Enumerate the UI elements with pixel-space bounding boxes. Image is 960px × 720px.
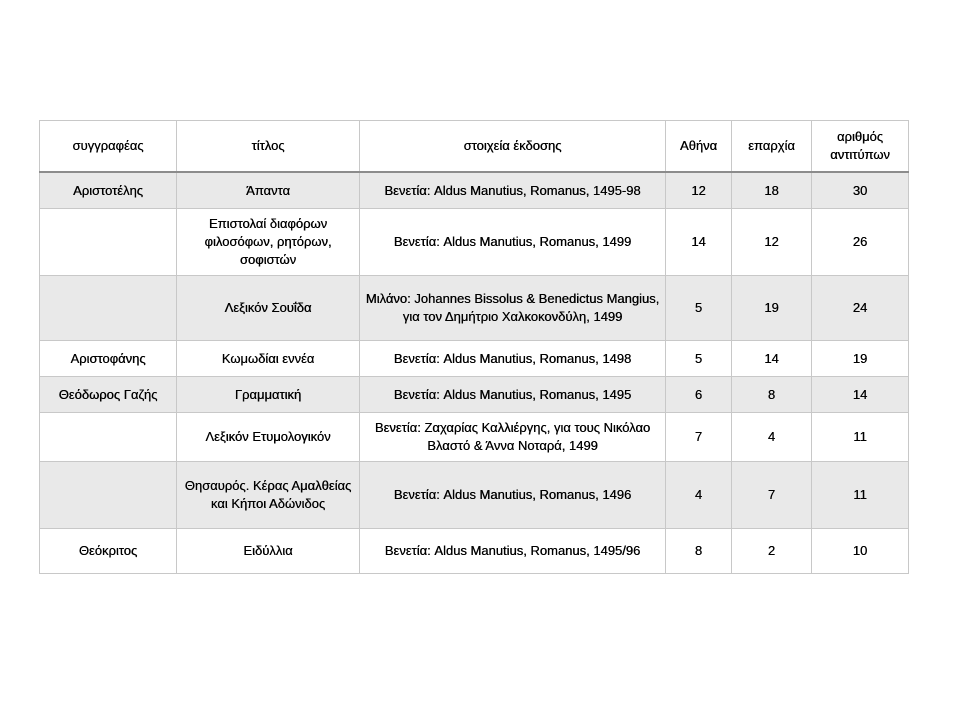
cell-author: Αριστοφάνης	[40, 341, 177, 377]
cell-edition: Βενετία: Aldus Manutius, Romanus, 1499	[360, 209, 666, 276]
header-copies: αριθμός αντιτύπων	[812, 121, 909, 173]
cell-author	[40, 462, 177, 529]
cell-title: Λεξικόν Σουΐδα	[177, 276, 360, 341]
cell-copies: 24	[812, 276, 909, 341]
cell-title: Γραμματική	[177, 377, 360, 413]
table-row	[40, 341, 909, 377]
cell-edition: Βενετία: Aldus Manutius, Romanus, 1496	[360, 462, 666, 529]
cell-title: Θησαυρός. Κέρας Αμαλθείας και Κήποι Αδώνιδος	[177, 462, 360, 529]
cell-province: 19	[732, 276, 812, 341]
cell-copies: 14	[812, 377, 909, 413]
cell-athens: 4	[666, 462, 732, 529]
cell-author	[40, 413, 177, 462]
table-row	[40, 413, 909, 462]
header-title: τίτλος	[177, 121, 360, 173]
cell-province: 12	[732, 209, 812, 276]
table-row	[40, 172, 909, 209]
cell-edition: Μιλάνο: Johannes Bissolus & Benedictus Mangius, για τον Δημήτριο Χαλκοκονδύλη, 1499	[360, 276, 666, 341]
editions-table-container	[39, 120, 908, 574]
header-edition: στοιχεία έκδοσης	[360, 121, 666, 173]
cell-athens: 5	[666, 341, 732, 377]
cell-athens: 7	[666, 413, 732, 462]
cell-athens: 5	[666, 276, 732, 341]
cell-province: 8	[732, 377, 812, 413]
table-body	[40, 172, 909, 574]
cell-title: Λεξικόν Ετυμολογικόν	[177, 413, 360, 462]
cell-edition: Βενετία: Aldus Manutius, Romanus, 1495	[360, 377, 666, 413]
header-province: επαρχία	[732, 121, 812, 173]
cell-province: 18	[732, 172, 812, 209]
cell-author	[40, 276, 177, 341]
header-athens: Αθήνα	[666, 121, 732, 173]
cell-author: Αριστοτέλης	[40, 172, 177, 209]
cell-athens: 12	[666, 172, 732, 209]
cell-title: Άπαντα	[177, 172, 360, 209]
cell-edition: Βενετία: Aldus Manutius, Romanus, 1498	[360, 341, 666, 377]
cell-copies: 10	[812, 529, 909, 574]
table-row	[40, 209, 909, 276]
cell-athens: 8	[666, 529, 732, 574]
cell-edition: Βενετία: Ζαχαρίας Καλλιέργης, για τους Νικόλαο Βλαστό & Άννα Νοταρά, 1499	[360, 413, 666, 462]
cell-edition: Βενετία: Aldus Manutius, Romanus, 1495-98	[360, 172, 666, 209]
header-author: συγγραφέας	[40, 121, 177, 173]
editions-table	[39, 120, 909, 574]
cell-title: Κωμωδίαι εννέα	[177, 341, 360, 377]
table-header	[40, 121, 909, 173]
cell-title: Ειδύλλια	[177, 529, 360, 574]
cell-author: Θεόκριτος	[40, 529, 177, 574]
cell-copies: 19	[812, 341, 909, 377]
table-row	[40, 276, 909, 341]
cell-author	[40, 209, 177, 276]
cell-author: Θεόδωρος Γαζής	[40, 377, 177, 413]
cell-copies: 26	[812, 209, 909, 276]
cell-athens: 14	[666, 209, 732, 276]
cell-copies: 11	[812, 462, 909, 529]
cell-copies: 30	[812, 172, 909, 209]
cell-province: 4	[732, 413, 812, 462]
cell-title: Επιστολαί διαφόρων φιλοσόφων, ρητόρων, σοφιστών	[177, 209, 360, 276]
cell-province: 7	[732, 462, 812, 529]
cell-athens: 6	[666, 377, 732, 413]
cell-province: 14	[732, 341, 812, 377]
header-row	[40, 121, 909, 173]
table-row	[40, 377, 909, 413]
table-row	[40, 462, 909, 529]
table-row	[40, 529, 909, 574]
cell-copies: 11	[812, 413, 909, 462]
cell-province: 2	[732, 529, 812, 574]
cell-edition: Βενετία: Aldus Manutius, Romanus, 1495/96	[360, 529, 666, 574]
